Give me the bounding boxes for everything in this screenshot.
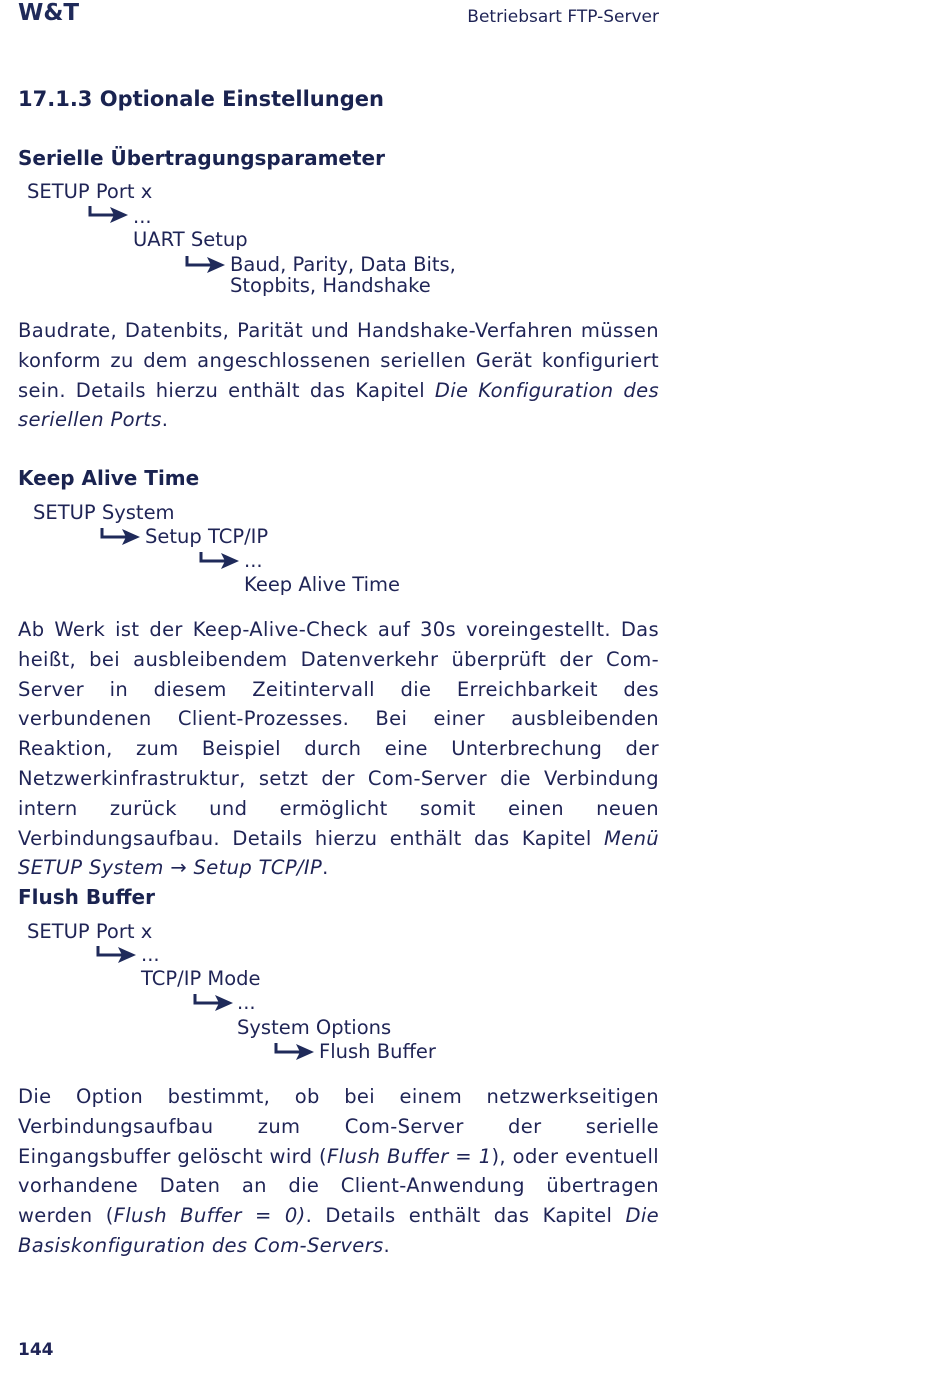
flush-path-3: TCP/IP Mode <box>141 967 261 990</box>
keepalive-path-1: SETUP System <box>33 501 175 524</box>
keepalive-path-3: ... <box>244 549 263 572</box>
flush-heading: Flush Buffer <box>18 885 155 909</box>
brand-logo: W&T <box>18 0 80 26</box>
arrow-icon <box>88 204 130 226</box>
arrow-icon <box>185 254 227 276</box>
chapter-reference: Die Konfiguration des seriellen Ports <box>18 378 659 432</box>
flush-paragraph: Die Option bestimmt, ob bei einem netzwerkseitigen Verbindungsaufbau zum Com-Server der serielle Eingangsbuffer gelöscht wird (Flush Buffer = 1), oder eventuell vorhandene Daten an die Client-Anwendung übertragen werden (Flush Buffer = 0). Details enthält das Kapitel Die Basiskonfiguration des Com-Servers. <box>18 1085 660 1257</box>
chapter-reference: Menü SETUP System → Setup TCP/IP <box>18 826 659 880</box>
serial-path-3: UART Setup <box>133 228 248 251</box>
flush-path-5: System Options <box>237 1016 392 1039</box>
serial-path-5: Stopbits, Handshake <box>230 274 431 297</box>
serial-path-2: ... <box>133 205 152 228</box>
flush-path-6: Flush Buffer <box>319 1040 436 1063</box>
serial-paragraph: Baudrate, Datenbits, Parität und Handshake-Verfahren müssen konform zu dem angeschlossenen seriellen Gerät konfiguriert sein. Details hierzu enthält das Kapitel Die Konfiguration des seriellen Ports. <box>18 319 659 432</box>
running-header: Betriebsart FTP-Server <box>467 7 659 27</box>
keepalive-heading: Keep Alive Time <box>18 466 200 490</box>
keepalive-path-4: Keep Alive Time <box>244 573 401 596</box>
flush-path-2: ... <box>141 943 160 966</box>
flush-path-1: SETUP Port x <box>27 920 153 943</box>
section-heading: 17.1.3 Optionale Einstellungen <box>18 87 384 111</box>
arrow-icon <box>96 944 138 966</box>
chapter-reference: Die Basiskonfiguration des Com-Servers <box>18 1204 660 1257</box>
serial-path-1: SETUP Port x <box>27 180 153 203</box>
arrow-icon <box>274 1041 316 1063</box>
page-number: 144 <box>18 1340 54 1360</box>
arrow-icon <box>193 992 235 1014</box>
keepalive-paragraph: Ab Werk ist der Keep-Alive-Check auf 30s voreingestellt. Das heißt, bei ausbleibendem Datenverkehr überprüft der Com-Server in diesem Zeitintervall die Erreichbarkeit des verbundenen Client-Prozesses. Bei einer ausbleibenden Reaktion, zum Beispiel durch eine Unterbrechung der Netzwerkinfrastruktur, setzt der Com-Server die Verbindung intern zurück und ermöglicht somit einen neuen Verbindungsaufbau. Details hierzu enthält das Kapitel Menü SETUP System → Setup TCP/IP. <box>18 618 659 880</box>
arrow-icon <box>100 526 142 548</box>
arrow-icon <box>199 550 241 572</box>
serial-path-4: Baud, Parity, Data Bits, <box>230 253 456 276</box>
flush-path-4: ... <box>237 991 256 1014</box>
serial-heading: Serielle Übertragungsparameter <box>18 146 385 170</box>
keepalive-path-2: Setup TCP/IP <box>145 525 269 548</box>
